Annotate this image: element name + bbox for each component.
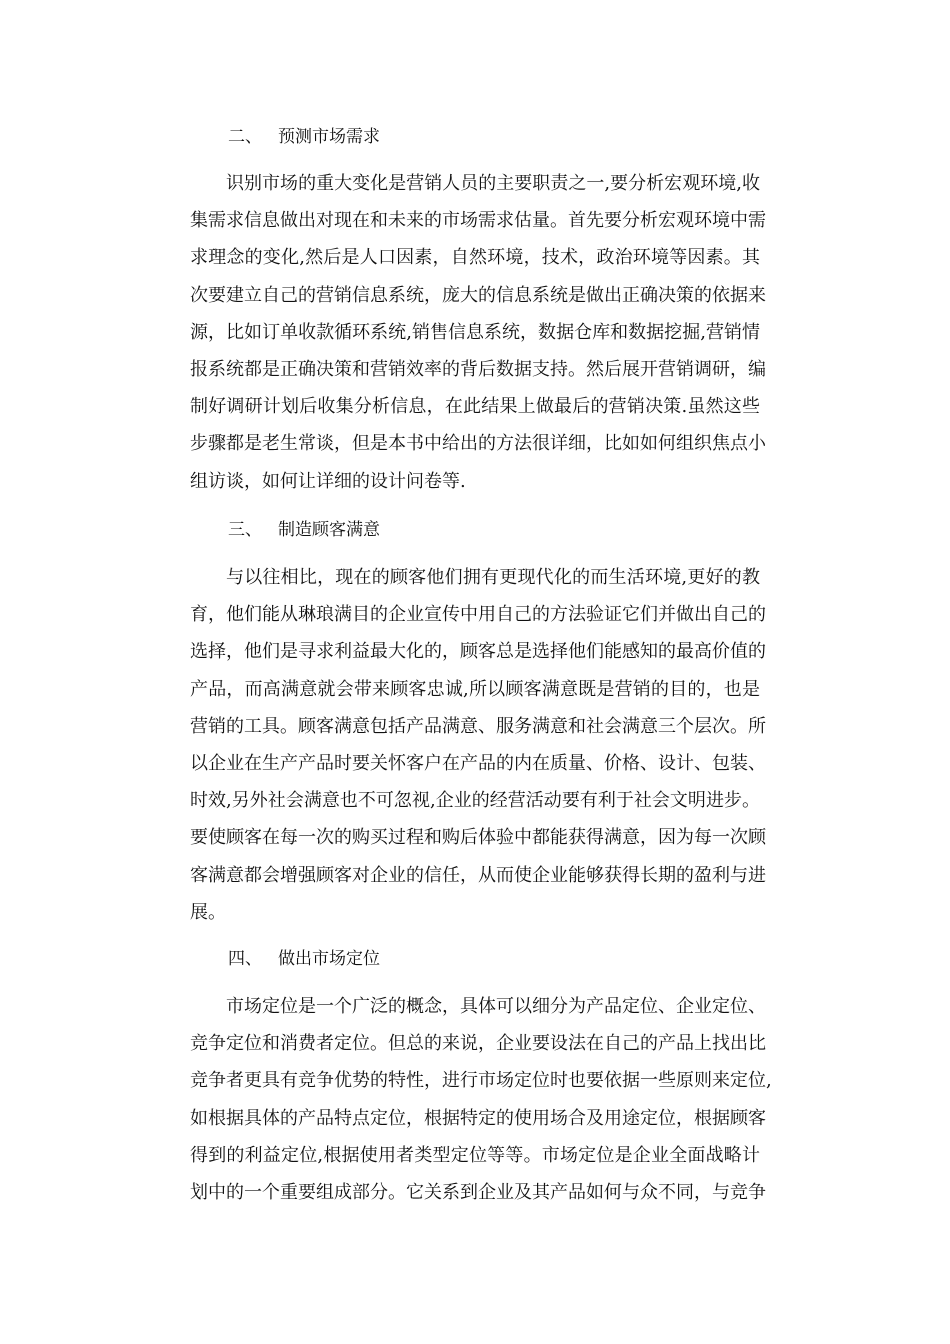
paragraph-line: 时效,另外社会满意也不可忽视,企业的经营活动要有利于社会文明进步。 (190, 790, 760, 812)
paragraph-line: 要使顾客在每一次的购买过程和购后体验中都能获得满意，因为每一次顾 (190, 827, 766, 849)
section-paragraph (190, 559, 766, 931)
section-paragraph (190, 165, 766, 500)
paragraph-line: 与以往相比，现在的顾客他们拥有更现代化的而生活环境,更好的教 (226, 567, 760, 588)
section-paragraph (190, 988, 772, 1211)
paragraph-line: 产品，而高满意就会带来顾客忠诚,所以顾客满意既是营销的目的，也是 (190, 678, 760, 700)
section-title: 做出市场定位 (278, 949, 380, 969)
paragraph-line: 源，比如订单收款循环系统,销售信息系统，数据仓库和数据挖掘,营销情 (190, 321, 760, 343)
section-title: 制造顾客满意 (278, 520, 380, 540)
paragraph-line: 求理念的变化,然后是人口因素，自然环境，技术，政治环境等因素。其 (190, 247, 760, 269)
paragraph-line: 报系统都是正确决策和营销效率的背后数据支持。然后展开营销调研，编 (190, 358, 766, 380)
paragraph-line: 得到的利益定位,根据使用者类型定位等等。市场定位是企业全面战略计 (190, 1144, 760, 1166)
paragraph-line: 市场定位是一个广泛的概念，具体可以细分为产品定位、企业定位、 (226, 996, 766, 1017)
section-number: 三、 (228, 520, 262, 540)
paragraph-line: 集需求信息做出对现在和未来的市场需求估量。首先要分析宏观环境中需 (190, 210, 766, 232)
paragraph-line: 组访谈，如何让详细的设计问卷等. (190, 470, 466, 492)
paragraph-line: 制好调研计划后收集分析信息，在此结果上做最后的营销决策.虽然这些 (190, 396, 760, 418)
section-heading (228, 948, 380, 970)
section-number: 二、 (228, 127, 262, 147)
paragraph-line: 育，他们能从琳琅满目的企业宣传中用自己的方法验证它们并做出自己的 (190, 604, 766, 626)
paragraph-line: 选择，他们是寻求利益最大化的，顾客总是选择他们能感知的最高价值的 (190, 641, 766, 663)
paragraph-line: 客满意都会增强顾客对企业的信任，从而使企业能够获得长期的盈利与进 (190, 864, 766, 886)
section-heading (228, 519, 380, 541)
paragraph-line: 竞争者更具有竞争优势的特性，进行市场定位时也要依据一些原则来定位, (190, 1070, 772, 1092)
paragraph-line: 以企业在生产产品时要关怀客户在产品的内在质量、价格、设计、包装、 (190, 752, 766, 774)
section-number: 四、 (228, 949, 262, 969)
paragraph-line: 竞争定位和消费者定位。但总的来说，企业要设法在自己的产品上找出比 (190, 1033, 766, 1055)
paragraph-line: 划中的一个重要组成部分。它关系到企业及其产品如何与众不同，与竞争 (190, 1181, 766, 1203)
paragraph-line: 步骤都是老生常谈，但是本书中给出的方法很详细，比如如何组织焦点小 (190, 433, 766, 455)
paragraph-line: 营销的工具。顾客满意包括产品满意、服务满意和社会满意三个层次。所 (190, 715, 766, 737)
paragraph-line: 次要建立自己的营销信息系统，庞大的信息系统是做出正确决策的依据来 (190, 284, 766, 306)
paragraph-line: 如根据具体的产品特点定位，根据特定的使用场合及用途定位，根据顾客 (190, 1107, 766, 1129)
section-title: 预测市场需求 (278, 127, 380, 147)
section-heading (228, 126, 380, 148)
paragraph-line: 展。 (190, 901, 226, 923)
paragraph-line: 识别市场的重大变化是营销人员的主要职责之一,要分析宏观环境,收 (226, 173, 760, 194)
